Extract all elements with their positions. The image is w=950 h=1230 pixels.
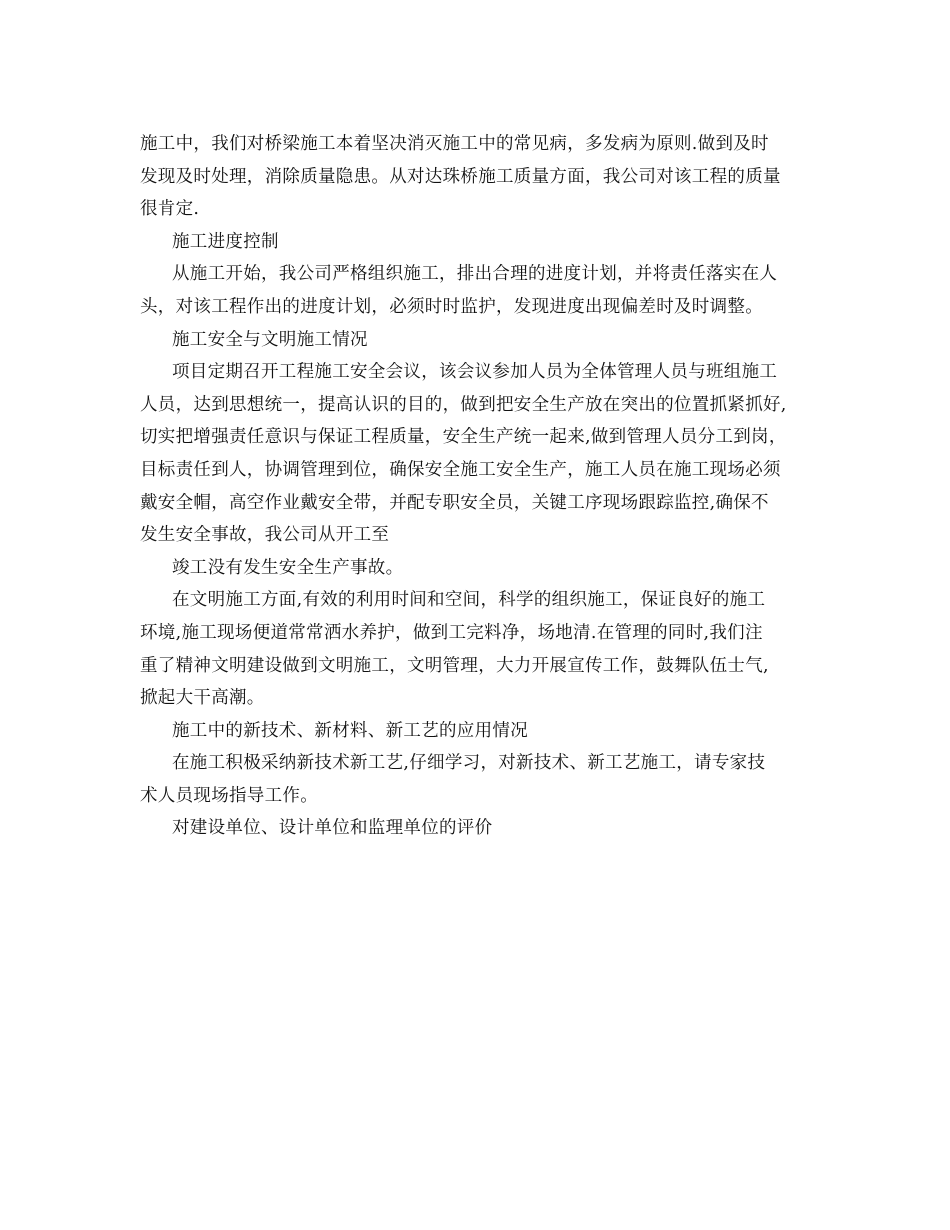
paragraph-line: 人员，达到思想统一，提高认识的目的，做到把安全生产放在突出的位置抓紧抓好, xyxy=(140,394,787,415)
paragraph-line: 施工中，我们对桥梁施工本着坚决消灭施工中的常见病，多发病为原则.做到及时 xyxy=(140,134,769,154)
paragraph-line: 术人员现场指导工作。 xyxy=(140,785,318,806)
paragraph-line: 环境,施工现场便道常常洒水养护，做到工完料净，场地清.在管理的同时,我们注 xyxy=(140,622,763,643)
paragraph-line: 从施工开始，我公司严格组织施工，排出合理的进度计划，并将责任落实在人 xyxy=(172,264,778,285)
document-body xyxy=(140,128,820,845)
section-heading-new-tech: 施工中的新技术、新材料、新工艺的应用情况 xyxy=(172,720,528,741)
paragraph-line: 掀起大干高潮。 xyxy=(140,688,265,709)
paragraph-line: 很肯定. xyxy=(140,199,200,220)
section-heading-evaluation: 对建设单位、设计单位和监理单位的评价 xyxy=(172,818,493,839)
section-heading-safety: 施工安全与文明施工情况 xyxy=(172,329,368,350)
paragraph-line: 头，对该工程作出的进度计划，必须时时监护，发现进度出现偏差时及时调整。 xyxy=(140,296,763,317)
paragraph-line: 戴安全帽，高空作业戴安全带，并配专职安全员，关键工序现场跟踪监控,确保不 xyxy=(140,492,769,513)
paragraph-line: 目标责任到人，协调管理到位，确保安全施工安全生产，施工人员在施工现场必须 xyxy=(140,459,781,480)
paragraph-line: 在施工积极采纳新技术新工艺,仔细学习，对新技术、新工艺施工，请专家技 xyxy=(172,753,766,774)
paragraph-line: 发现及时处理，消除质量隐患。从对达珠桥施工质量方面，我公司对该工程的质量 xyxy=(140,166,781,187)
paragraph-line: 竣工没有发生安全生产事故。 xyxy=(172,557,404,578)
paragraph-line: 切实把增强责任意识与保证工程质量，安全生产统一起来,做到管理人员分工到岗， xyxy=(140,427,787,448)
paragraph-line: 发生安全事故，我公司从开工至 xyxy=(140,525,390,546)
paragraph-line: 在文明施工方面,有效的利用时间和空间，科学的组织施工，保证良好的施工 xyxy=(172,590,766,611)
paragraph-line: 重了精神文明建设做到文明施工，文明管理，大力开展宣传工作，鼓舞队伍士气, xyxy=(140,655,769,676)
paragraph-line: 项目定期召开工程施工安全会议，该会议参加人员为全体管理人员与班组施工 xyxy=(172,362,778,383)
section-heading-progress: 施工进度控制 xyxy=(172,231,279,252)
